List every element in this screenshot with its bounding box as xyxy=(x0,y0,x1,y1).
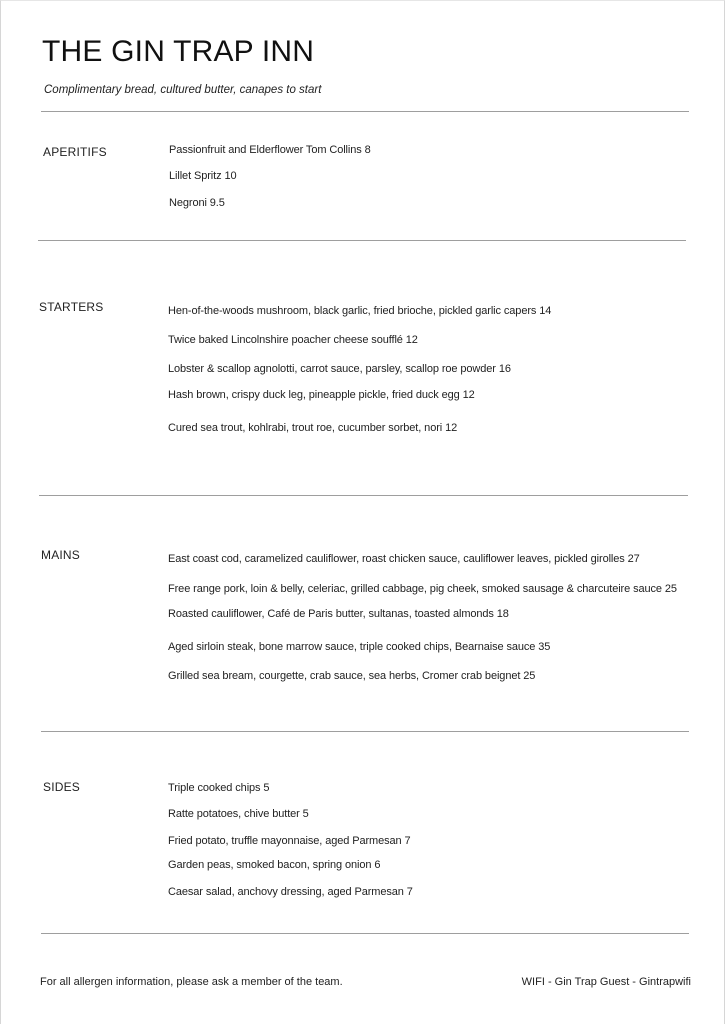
menu-item: Free range pork, loin & belly, celeriac, grilled cabbage, pig cheek, smoked sausage & charcuteire sauce 25 xyxy=(168,583,677,595)
divider xyxy=(41,933,689,934)
menu-item: Grilled sea bream, courgette, crab sauce, sea herbs, Cromer crab beignet 25 xyxy=(168,670,536,682)
wifi-info: WIFI - Gin Trap Guest - Gintrapwifi xyxy=(521,976,691,988)
menu-item: Twice baked Lincolnshire poacher cheese soufflé 12 xyxy=(168,334,418,346)
menu-item: Negroni 9.5 xyxy=(169,197,225,209)
menu-item: Caesar salad, anchovy dressing, aged Parmesan 7 xyxy=(168,886,413,898)
menu-item: Cured sea trout, kohlrabi, trout roe, cucumber sorbet, nori 12 xyxy=(168,422,458,434)
menu-item: Hash brown, crispy duck leg, pineapple pickle, fried duck egg 12 xyxy=(168,389,475,401)
menu-item: Hen-of-the-woods mushroom, black garlic, fried brioche, pickled garlic capers 14 xyxy=(168,305,552,317)
section-label: STARTERS xyxy=(39,300,104,314)
section-label: MAINS xyxy=(41,548,81,562)
section-label: APERITIFS xyxy=(43,145,107,159)
menu-item: Aged sirloin steak, bone marrow sauce, triple cooked chips, Bearnaise sauce 35 xyxy=(168,641,551,653)
menu-item: Passionfruit and Elderflower Tom Collins 8 xyxy=(169,144,371,156)
menu-item: Garden peas, smoked bacon, spring onion 6 xyxy=(168,859,381,871)
menu-item: Ratte potatoes, chive butter 5 xyxy=(168,808,309,820)
menu-item: East coast cod, caramelized cauliflower, roast chicken sauce, cauliflower leaves, pickled girolles 27 xyxy=(168,553,640,565)
page-title: THE GIN TRAP INN xyxy=(42,35,315,68)
divider xyxy=(38,240,686,241)
page-subtitle: Complimentary bread, cultured butter, canapes to start xyxy=(44,84,322,96)
allergen-note: For all allergen information, please ask a member of the team. xyxy=(40,976,343,988)
menu-item: Triple cooked chips 5 xyxy=(168,782,270,794)
menu-item: Lobster & scallop agnolotti, carrot sauce, parsley, scallop roe powder 16 xyxy=(168,363,511,375)
menu-item: Fried potato, truffle mayonnaise, aged Parmesan 7 xyxy=(168,835,411,847)
section-label: SIDES xyxy=(43,780,81,794)
divider xyxy=(41,731,689,732)
divider xyxy=(41,111,689,112)
menu-item: Roasted cauliflower, Café de Paris butter, sultanas, toasted almonds 18 xyxy=(168,608,509,620)
menu-item: Lillet Spritz 10 xyxy=(169,170,237,182)
divider xyxy=(39,495,688,496)
